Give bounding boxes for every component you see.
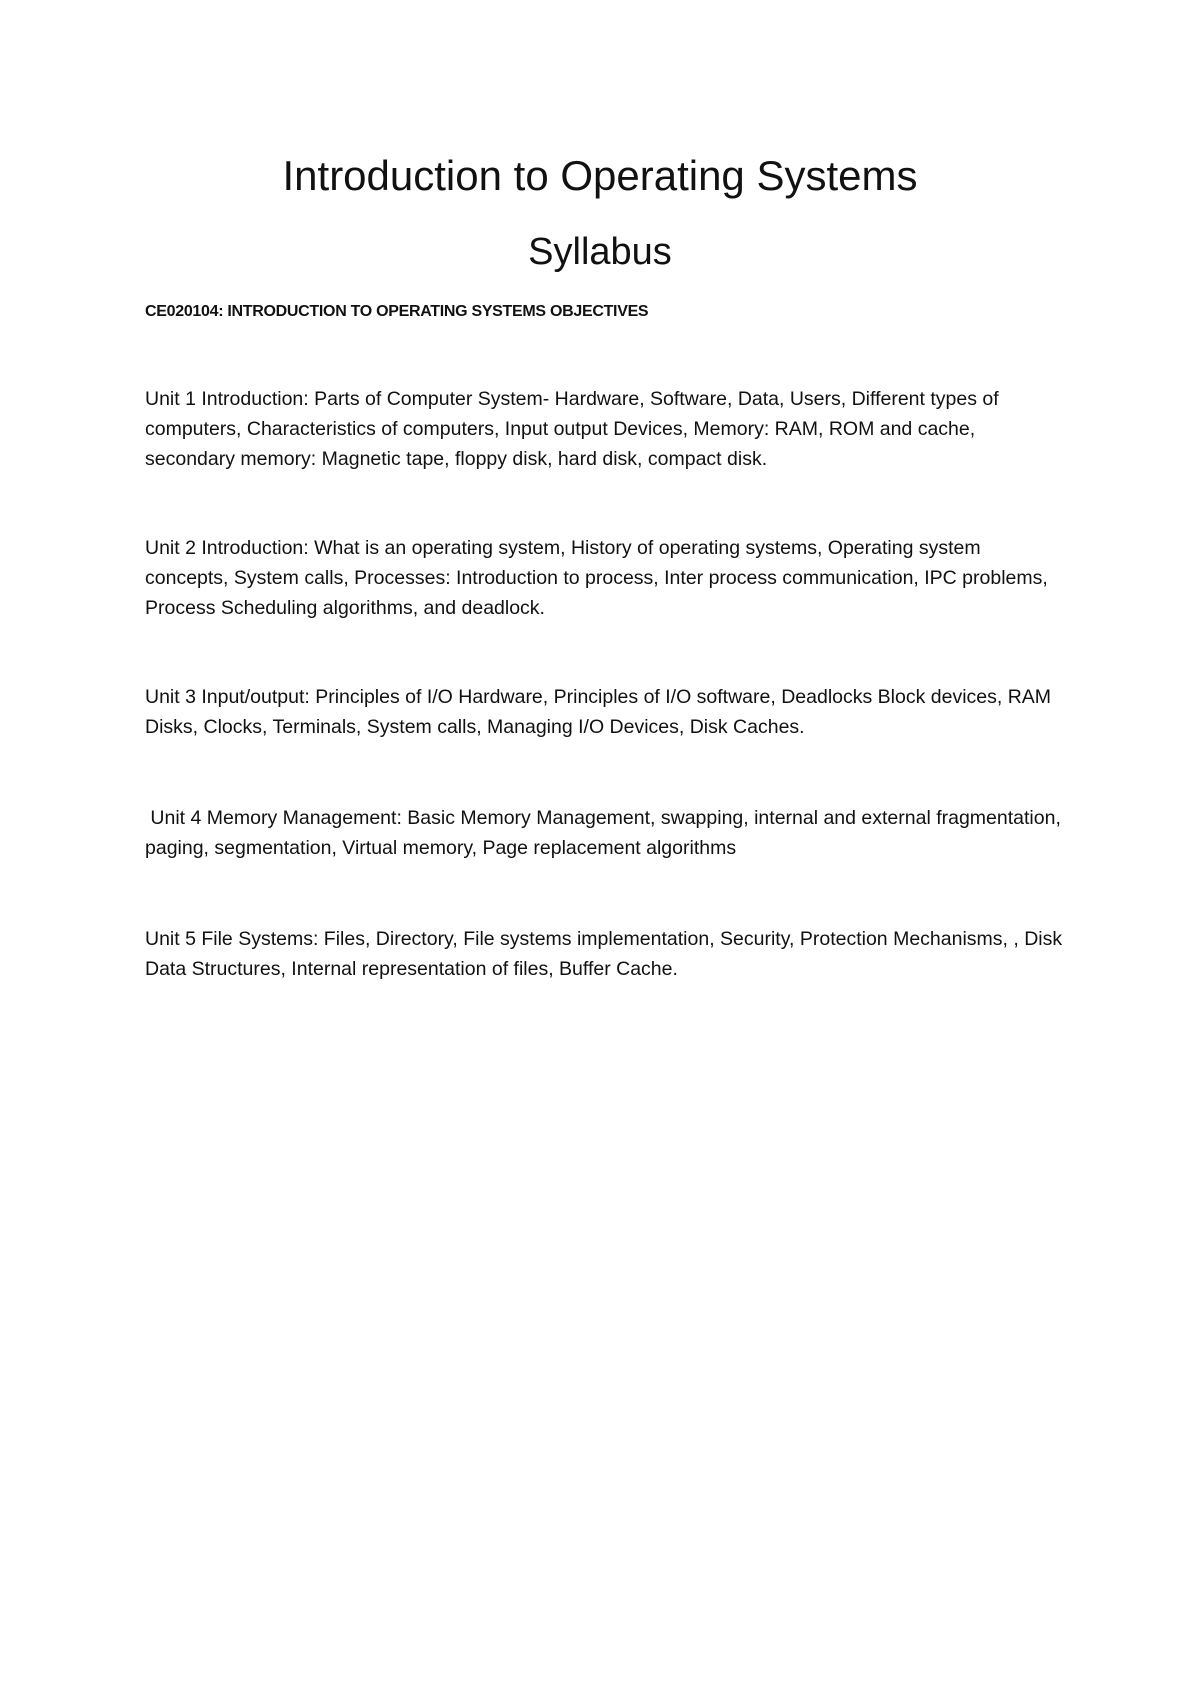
unit-2-paragraph: Unit 2 Introduction: What is an operating system, History of operating systems, Operating system concepts, System calls, Processes: Introduction to process, Inter process communication, IPC problems, Process Scheduling algorithms, and deadlock. <box>145 537 1048 619</box>
unit-3-paragraph: Unit 3 Input/output: Principles of I/O Hardware, Principles of I/O software, Deadlocks Block devices, RAM Disks, Clocks, Terminals, System calls, Managing I/O Devices, Disk Caches. <box>145 686 1052 738</box>
unit-1-paragraph: Unit 1 Introduction: Parts of Computer System- Hardware, Software, Data, Users, Different types of computers, Characteristics of computers, Input output Devices, Memory: RAM, ROM and cache, secondary memory: Magnetic tape, floppy disk, hard disk, compact disk. <box>145 388 999 470</box>
course-code-heading: CE020104: INTRODUCTION TO OPERATING SYSTEMS OBJECTIVES <box>145 303 649 320</box>
unit-5-paragraph: Unit 5 File Systems: Files, Directory, File systems implementation, Security, Protection Mechanisms, , Disk Data Structures, Internal representation of files, Buffer Cache. <box>145 928 1063 980</box>
document-title: Introduction to Operating Systems <box>282 152 918 199</box>
unit-4-paragraph: Unit 4 Memory Management: Basic Memory Management, swapping, internal and external fragmentation, paging, segmentation, Virtual memory, Page replacement algorithms <box>145 807 1067 859</box>
document-subtitle: Syllabus <box>528 231 672 273</box>
